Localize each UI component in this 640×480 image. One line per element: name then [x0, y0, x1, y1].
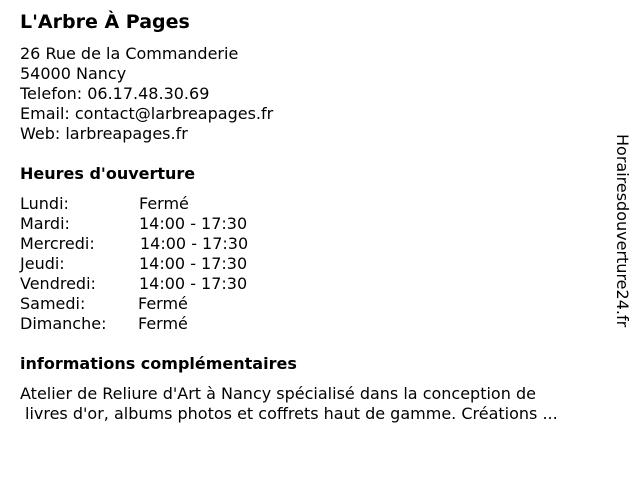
- description-line: Atelier de Reliure d'Art à Nancy spécialisé dans la conception de: [20, 384, 536, 403]
- day-label: Jeudi:: [20, 254, 65, 273]
- day-label: Mercredi:: [20, 234, 95, 253]
- email-address: Email: contact@larbreapages.fr: [20, 104, 274, 123]
- day-label: Lundi:: [20, 194, 69, 213]
- site-watermark: [612, 134, 634, 344]
- description-line: livres d'or, albums photos et coffrets haut de gamme. Créations ...: [25, 404, 558, 423]
- website: Web: larbreapages.fr: [20, 124, 188, 143]
- day-label: Vendredi:: [20, 274, 96, 293]
- day-label: Dimanche:: [20, 314, 107, 333]
- hours-row-wednesday: [20, 234, 320, 254]
- address-street: 26 Rue de la Commanderie: [20, 44, 239, 63]
- hours-row-friday: [20, 274, 320, 294]
- hours-row-thursday: [20, 254, 320, 274]
- hours-row-tuesday: [20, 214, 320, 234]
- hours-row-monday: [20, 194, 320, 214]
- business-name: L'Arbre À Pages: [20, 11, 190, 33]
- day-hours: 14:00 - 17:30: [140, 234, 249, 253]
- day-label: Samedi:: [20, 294, 86, 313]
- day-hours: 14:00 - 17:30: [139, 214, 248, 233]
- day-label: Mardi:: [20, 214, 70, 233]
- day-hours: Fermé: [139, 194, 189, 213]
- day-hours: 14:00 - 17:30: [139, 254, 248, 273]
- day-hours: Fermé: [138, 314, 188, 333]
- opening-hours-table: [20, 194, 320, 334]
- watermark-text: Horairesdouverture24.fr: [613, 134, 632, 328]
- opening-hours-heading: Heures d'ouverture: [20, 164, 196, 183]
- contact-block: [20, 44, 273, 144]
- business-description: [20, 384, 620, 424]
- hours-row-saturday: [20, 294, 320, 314]
- phone-number: Telefon: 06.17.48.30.69: [20, 84, 210, 103]
- hours-row-sunday: [20, 314, 320, 334]
- day-hours: Fermé: [138, 294, 188, 313]
- day-hours: 14:00 - 17:30: [139, 274, 248, 293]
- additional-info-heading: informations complémentaires: [20, 354, 297, 373]
- address-city: 54000 Nancy: [20, 64, 127, 83]
